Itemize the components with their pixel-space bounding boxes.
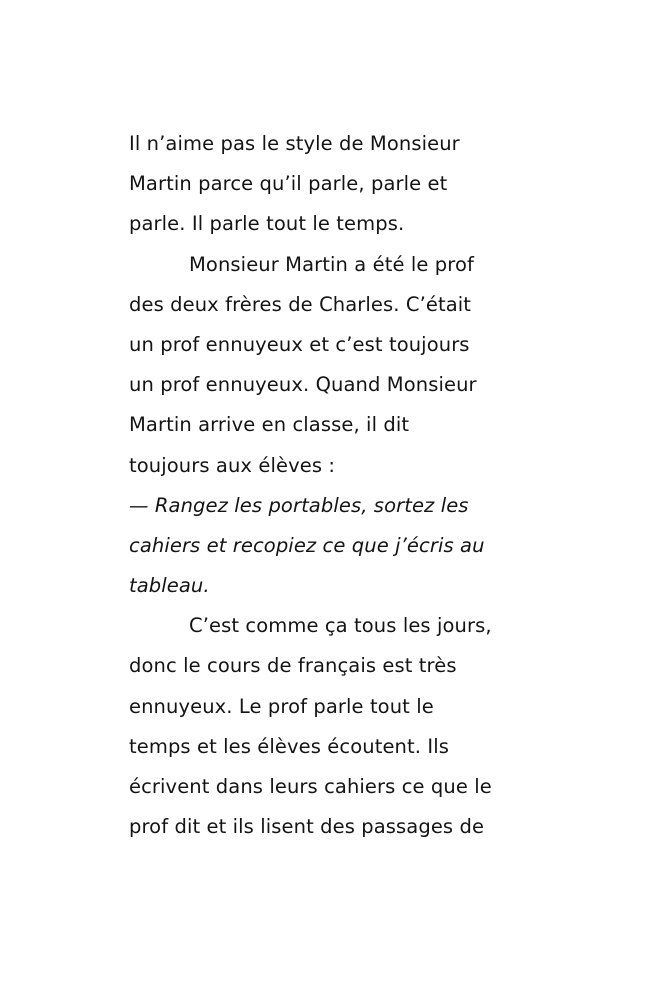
dialogue-line: — Rangez les portables, sortez les bbox=[129, 493, 469, 517]
text-line: prof dit et ils lisent des passages de bbox=[129, 815, 485, 839]
text-line: toujours aux élèves : bbox=[129, 453, 336, 477]
text-line: un prof ennuyeux. Quand Monsieur bbox=[129, 373, 477, 397]
text-line: Martin arrive en classe, il dit bbox=[129, 413, 410, 437]
paragraph-start-line: C’est comme ça tous les jours, bbox=[189, 614, 492, 638]
text-line: donc le cours de français est très bbox=[129, 654, 457, 678]
text-line: temps et les élèves écoutent. Ils bbox=[129, 734, 449, 758]
dialogue-line: cahiers et recopiez ce que j’écris au bbox=[129, 533, 485, 557]
dialogue-line: tableau. bbox=[129, 574, 210, 598]
text-line: des deux frères de Charles. C’était bbox=[129, 292, 472, 316]
text-line: parle. Il parle tout le temps. bbox=[129, 212, 405, 236]
text-line: Il n’aime pas le style de Monsieur bbox=[129, 132, 460, 155]
document-page bbox=[129, 124, 529, 847]
text-line: ennuyeux. Le prof parle tout le bbox=[129, 694, 434, 718]
text-line: Martin parce qu’il parle, parle et bbox=[129, 172, 448, 196]
text-line: un prof ennuyeux et c’est toujours bbox=[129, 332, 470, 356]
paragraph-start-line: Monsieur Martin a été le prof bbox=[189, 252, 474, 276]
text-line: écrivent dans leurs cahiers ce que le bbox=[129, 775, 492, 798]
